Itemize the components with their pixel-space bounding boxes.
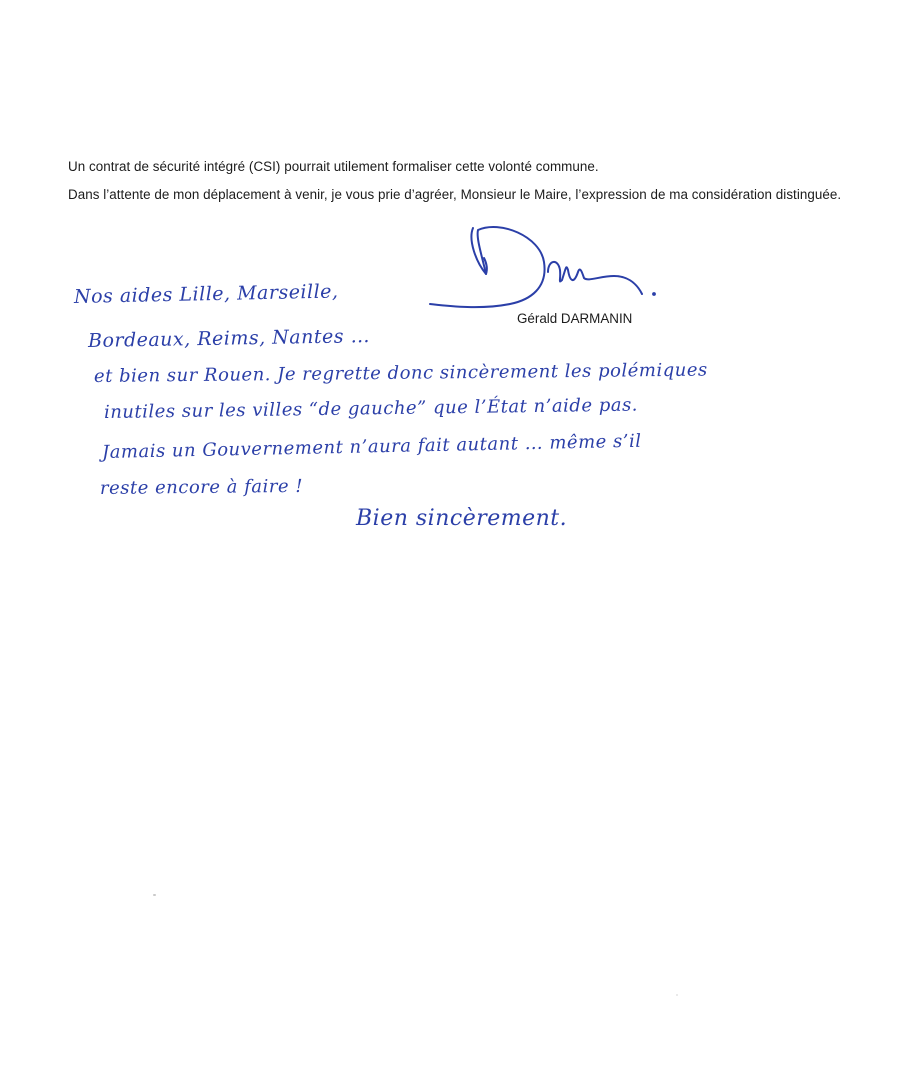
signatory-name: Gérald DARMANIN <box>517 311 633 326</box>
letter-paragraph-closing: Dans l’attente de mon déplacement à venir, je vous prie d’agréer, Monsieur le Maire, l’expression de ma considération distinguée. <box>68 187 842 202</box>
handwritten-line: Bordeaux, Reims, Nantes … <box>87 325 371 352</box>
handwritten-line: Nos aides Lille, Marseille, <box>73 280 339 308</box>
letter-paragraph-csi: Un contrat de sécurité intégré (CSI) pourrait utilement formaliser cette volonté commune. <box>68 159 599 174</box>
handwritten-line: inutiles sur les villes “de gauche” que l’État n’aide pas. <box>103 394 639 423</box>
scan-speck <box>153 894 156 896</box>
handwritten-line: reste encore à faire ! <box>99 475 304 499</box>
handwritten-line: et bien sur Rouen. Je regrette donc sincèrement les polémiques <box>93 359 708 387</box>
scan-speck <box>676 994 678 996</box>
handwritten-line: Jamais un Gouvernement n’aura fait autant … même s’il <box>101 430 642 463</box>
handwritten-closing: Bien sincèrement. <box>356 506 568 531</box>
